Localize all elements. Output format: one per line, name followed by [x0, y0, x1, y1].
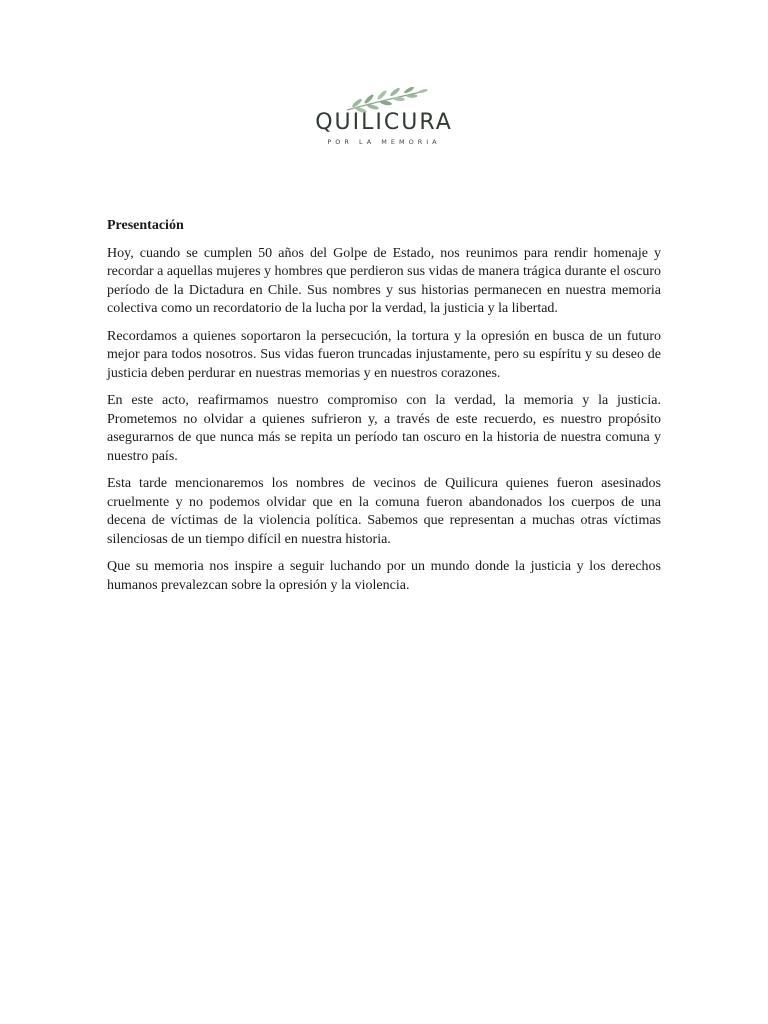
logo-title: QUILICURA — [315, 110, 453, 135]
paragraph-2: Recordamos a quienes soportaron la persecución, la tortura y la opresión en busca de un futuro mejor para todos nosotros. Sus vidas fueron truncadas injustamente, pero su espíritu y su deseo de justicia deben perdurar en nuestras memorias y en nuestros corazones. — [107, 328, 661, 381]
logo — [0, 86, 768, 146]
paragraph-4: Esta tarde mencionaremos los nombres de vecinos de Quilicura quienes fueron asesinados cruelmente y no podemos olvidar que en la comuna fueron abandonados los cuerpos de una decena de víctimas de la violencia política. Sabemos que representan a muchas otras víctimas silenciosas de un tiempo difícil en nuestra historia. — [107, 476, 661, 547]
logo-subtitle: POR LA MEMORIA — [327, 138, 441, 146]
document-body — [107, 217, 661, 604]
paragraph-5: Que su memoria nos inspire a seguir luchando por un mundo donde la justicia y los derechos humanos prevalezcan sobre la opresión y la violencia. — [107, 559, 661, 593]
section-heading: Presentación — [107, 218, 184, 233]
paragraph-3: En este acto, reafirmamos nuestro compromiso con la verdad, la memoria y la justicia. Prometemos no olvidar a quienes sufrieron y, a través de este recuerdo, es nuestro propósito asegurarnos de que nunca más se repita un período tan oscuro en la historia de nuestra comuna y nuestro país. — [107, 393, 661, 464]
paragraph-1: Hoy, cuando se cumplen 50 años del Golpe de Estado, nos reunimos para rendir homenaje y recordar a aquellas mujeres y hombres que perdieron sus vidas de manera trágica durante el oscuro período de la Dictadura en Chile. Sus nombres y sus historias permanecen en nuestra memoria colectiva como un recordatorio de la lucha por la verdad, la justicia y la libertad. — [107, 245, 661, 316]
